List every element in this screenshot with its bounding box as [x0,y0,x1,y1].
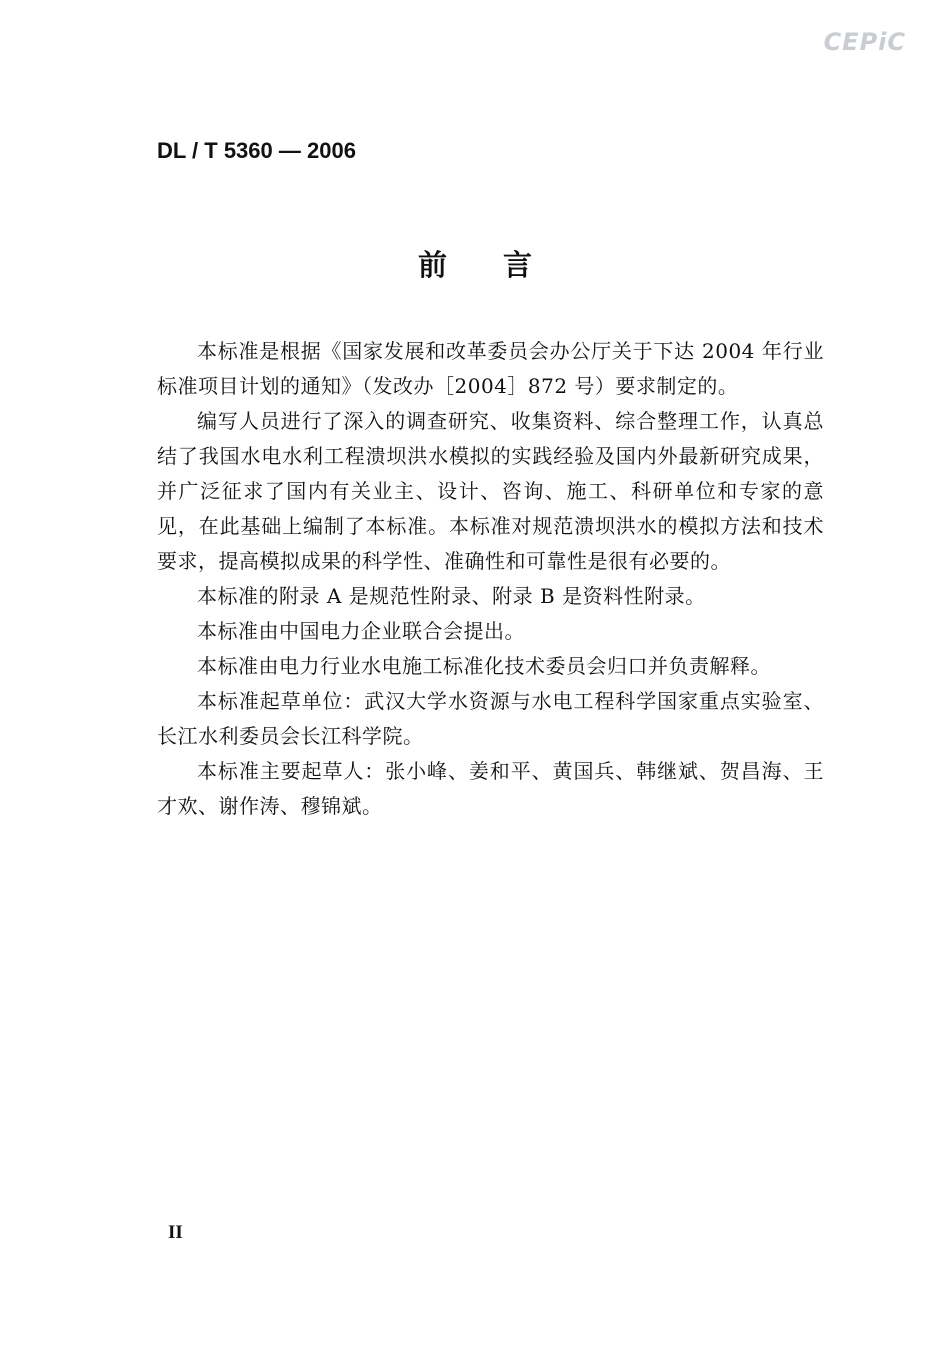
paragraph-appendices: 本标准的附录 A 是规范性附录、附录 B 是资料性附录。 [197,584,706,608]
document-code: DL / T 5360 — 2006 [157,138,356,163]
foreword-body [157,334,824,824]
paragraph-preparation: 编写人员进行了深入的调查研究、收集资料、综合整理工作，认真总结了我国水电水利工程溃坝洪水模拟的实践经验及国内外最新研究成果，并广泛征求了国内有关业主、设计、咨询、施工、科研单位和专家的意见，在此基础上编制了本标准。本标准对规范溃坝洪水的模拟方法和技术要求，提高模拟成果的科学性、准确性和可靠性是很有必要的。 [157,409,824,573]
paragraph-administration: 本标准由电力行业水电施工标准化技术委员会归口并负责解释。 [197,654,771,678]
paragraph-drafting-units: 本标准起草单位：武汉大学水资源与水电工程科学国家重点实验室、长江水利委员会长江科学院。 [157,689,824,748]
paragraph-proposer: 本标准由中国电力企业联合会提出。 [197,619,525,643]
paragraph-drafters: 本标准主要起草人：张小峰、姜和平、黄国兵、韩继斌、贺昌海、王才欢、谢作涛、穆锦斌。 [157,759,824,818]
page-title: 前言 [417,248,588,282]
page-number: II [168,1222,183,1243]
cepic-watermark: CEPiC [823,28,906,56]
paragraph-basis: 本标准是根据《国家发展和改革委员会办公厅关于下达 2004 年行业标准项目计划的通知》（发改办［2004］872 号）要求制定的。 [157,339,824,398]
